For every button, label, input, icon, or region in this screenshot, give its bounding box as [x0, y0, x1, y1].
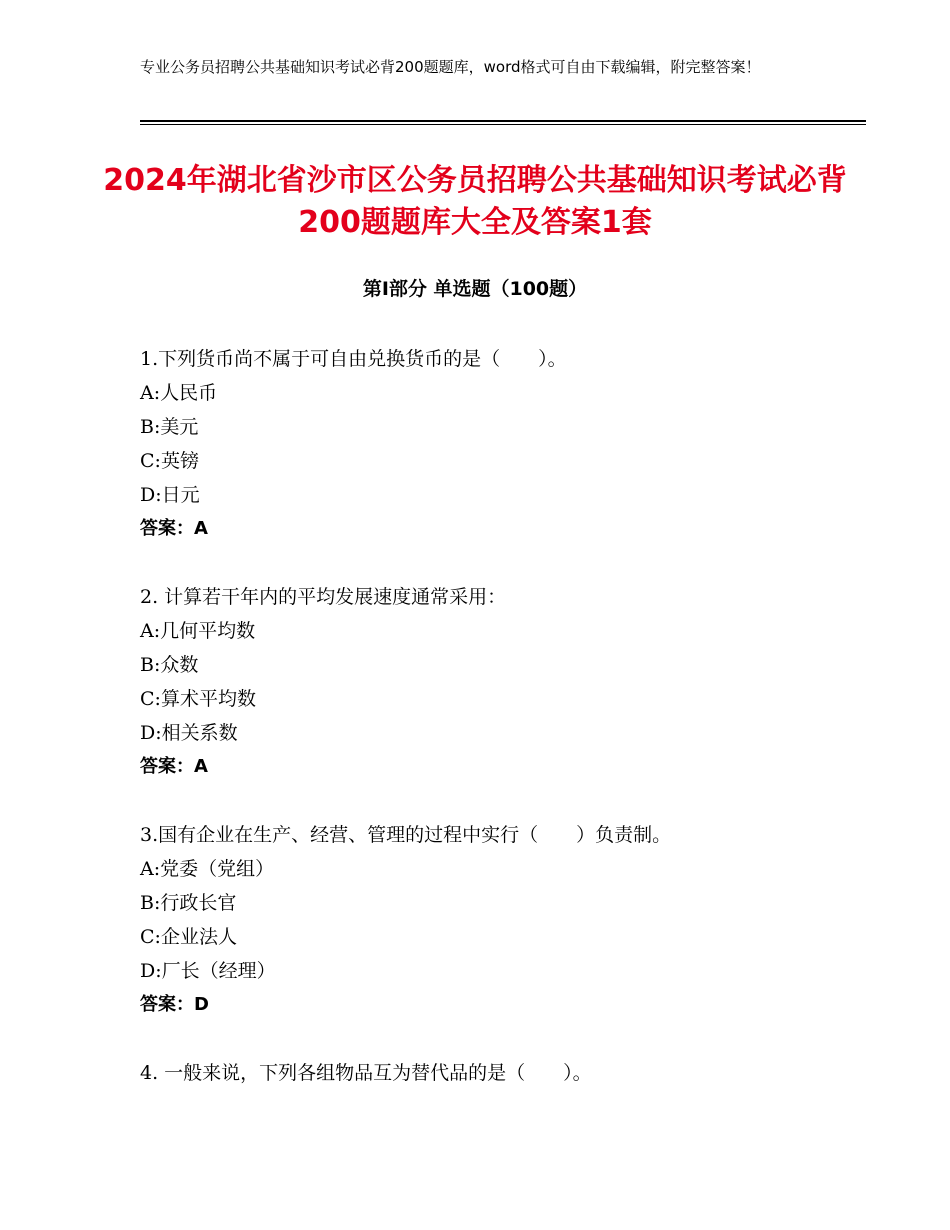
question-stem: 1.下列货币尚不属于可自由兑换货币的是（ ）。: [140, 348, 567, 370]
question-list: [140, 342, 860, 1124]
option-a: A:几何平均数: [140, 620, 256, 642]
header-rule-thick: [140, 120, 866, 122]
option-c: C:算术平均数: [140, 688, 256, 710]
option-b: B:众数: [140, 654, 199, 676]
section-title: 第Ⅰ部分 单选题（100题）: [362, 278, 588, 300]
option-b: B:行政长官: [140, 892, 237, 914]
document-title: 2024年湖北省沙市区公务员招聘公共基础知识考试必背200题题库大全及答案1套: [103, 163, 847, 240]
option-c: C:英镑: [140, 450, 199, 472]
question-2: [140, 580, 860, 784]
question-4: [140, 1056, 860, 1090]
option-c: C:企业法人: [140, 926, 237, 948]
answer: 答案：D: [140, 994, 209, 1015]
header-note: 专业公务员招聘公共基础知识考试必背200题题库，word格式可自由下载编辑，附完整答案！: [140, 58, 761, 76]
question-1: [140, 342, 860, 546]
answer: 答案：A: [140, 756, 208, 777]
option-a: A:人民币: [140, 382, 218, 404]
option-a: A:党委（党组）: [140, 858, 275, 880]
option-d: D:日元: [140, 484, 200, 506]
option-d: D:厂长（经理）: [140, 960, 276, 982]
question-stem: 3.国有企业在生产、经营、管理的过程中实行（ ）负责制。: [140, 824, 672, 846]
question-stem: 4. 一般来说，下列各组物品互为替代品的是（ ）。: [140, 1062, 592, 1084]
question-3: [140, 818, 860, 1022]
option-b: B:美元: [140, 416, 199, 438]
answer: 答案：A: [140, 518, 208, 539]
question-stem: 2. 计算若干年内的平均发展速度通常采用：: [140, 586, 507, 608]
header-rule-thin: [140, 124, 866, 125]
option-d: D:相关系数: [140, 722, 238, 744]
